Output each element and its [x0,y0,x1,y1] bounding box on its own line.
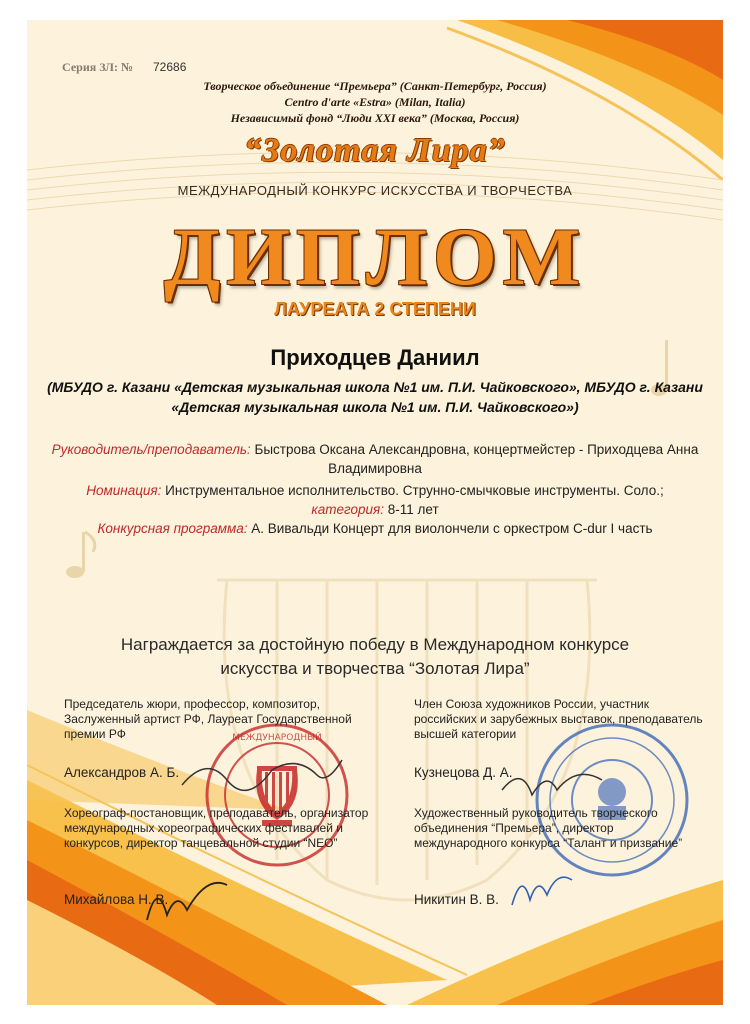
right-bottom-signatory-name: Никитин В. В. [414,892,499,907]
signature-icon [137,870,237,930]
nomination-line [47,481,703,500]
diploma-title: ДИПЛОМ [163,211,587,302]
laureate-degree: ЛАУРЕАТА 2 СТЕПЕНИ [274,299,476,319]
program-line [47,519,703,538]
right-bottom-signatory-title: Художественный руководитель творческого объединения “Премьера”, директор международного конкурса “Талант и призвание” [414,806,683,850]
program-value: А. Вивальди Концерт для виолончели с оркестром C-dur I часть [251,521,653,536]
category-line [47,500,703,519]
series-number: 72686 [153,60,187,74]
program-label: Конкурсная программа: [97,521,248,536]
diploma-sheet [27,20,723,1005]
left-top-signatory-title: Председатель жюри, профессор, композитор, Заслуженный артист РФ, Лауреат Государственной премии РФ [64,697,352,741]
contest-type: МЕЖДУНАРОДНЫЙ КОНКУРС ИСКУССТВА И ТВОРЧЕСТВА [177,183,573,198]
right-top-signatory-name: Кузнецова Д. А. [414,765,513,780]
teacher-label: Руководитель/преподаватель: [51,442,251,457]
right-top-signatory-title: Член Союза художников России, участник российских и зарубежных выставок, преподаватель высшей категории [414,697,703,741]
left-top-signatory-name: Александров А. Б. [64,765,180,780]
organizer-line: Centro d'arte «Estra» (Milan, Italia) [284,95,466,109]
category-value: 8-11 лет [387,502,439,517]
award-text: Награждается за достойную победу в Международном конкурсе искусства и творчества “Золотая Лира” [120,635,630,678]
organizer-line: Творческое объединение “Премьера” (Санкт-Петербург, Россия) [203,79,547,93]
series-label: Серия ЗЛ: № [62,60,134,74]
contest-name: “Золотая Лира” [244,132,506,169]
teacher-value: Быстрова Оксана Александровна, концертмейстер - Приходцева Анна Владимировна [254,442,699,476]
nomination-label: Номинация: [86,483,162,498]
left-bottom-signatory-title: Хореограф-постановщик, преподаватель, организатор международных хореографических фестивалей и конкурсов, директор танцевальной студии “NEO” [64,806,369,850]
signature-icon [502,860,582,915]
nomination-value: Инструментальное исполнительство. Струнно-смычковые инструменты. Соло.; [165,483,664,498]
organizer-line: Независимый фонд “Люди XXI века” (Москва, Россия) [230,111,520,125]
signature-icon [497,760,607,810]
participant-school: (МБУДО г. Казани «Детская музыкальная школа №1 им. П.И. Чайковского», МБУДО г. Казани «Детская музыкальная школа №1 им. П.И. Чайковского») [47,379,703,415]
left-bottom-signatory-name: Михайлова Н. В. [64,892,169,907]
category-label: категория: [311,502,384,517]
teacher-line [47,440,703,478]
participant-name: Приходцев Даниил [270,345,480,370]
svg-text:МЕЖДУНАРОДНЫЙ: МЕЖДУНАРОДНЫЙ [232,733,322,743]
signature-icon [177,750,347,800]
